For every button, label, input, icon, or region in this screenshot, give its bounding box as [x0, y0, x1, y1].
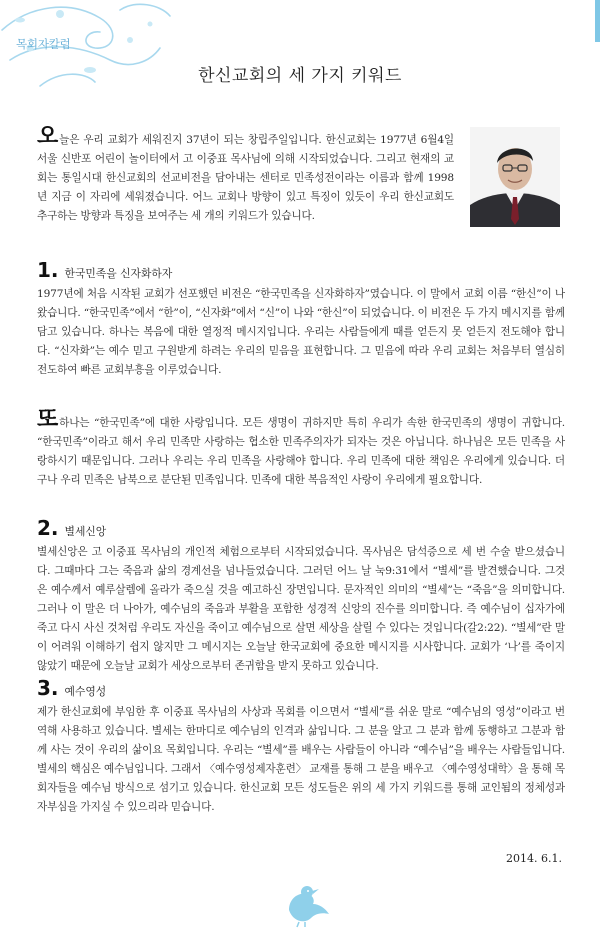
section-3-text: 제가 한신교회에 부임한 후 이중표 목사님의 사상과 목회를 이으면서 “별세”를 쉬운 말로 “예수님의 영성”이라고 번역해 사용하고 있습니다. 별세는 한마디로 예수님의 인격과 삶입니다. 그 분을 알고 그 분과 함께 동행하고 그분과 함께 사는 것이 우리의 삶이요 목회입니다. 우리는 “별세”를 배우는 사람들이 아니라 “예수님”을 배우는 사람들입니다. 별세의 핵심은 예수님입니다. 그래서 〈예수영성제자훈련〉 교재를 통해 그 분을 배우고 〈예수영성대학〉을 통해 목회자들을 예수님 방식으로 섬기고 있습니다. 한신교회 모든 성도들은 위의 세 가지 키워드를 통해 교인됨의 정체성과 자부심을 가지실 수 있으리라 믿습니다. — [37, 706, 565, 813]
section-2-header — [37, 516, 106, 540]
ddo-drop-cap: 또 — [37, 407, 59, 432]
ddo-text: 하나는 “한국민족”에 대한 사랑입니다. 모든 생명이 귀하지만 특히 우리가 속한 한국민족의 생명이 귀합니다. “한국민족”이라고 해서 우리 민족만 사랑하는 협소한 민족주의자가 되자는 것은 아닙니다. 하나님은 모든 민족을 사랑하시기 때문입니다. 그러나 우리는 우리 민족을 사랑해야 합니다. 우리 민족에 대한 책임은 우리에게 있습니다. 더구나 우리 민족은 남북으로 분단된 민족입니다. 민족에 대한 복음적인 사랑이 우리에게 필요합니다. — [37, 417, 565, 486]
section-3-heading: 예수영성 — [64, 685, 107, 698]
section-1-header — [37, 258, 172, 282]
section-2-text: 별세신앙은 고 이중표 목사님의 개인적 체험으로부터 시작되었습니다. 목사님은 담석증으로 세 번 수술 받으셨습니다. 그때마다 그는 죽음과 삶의 경계선을 넘나들었습니다. 그러던 어느 날 눅9:31에서 “별세”를 발견했습니다. 그것은 예수께서 예루살렘에 올라가 죽으실 것을 예고하신 장면입니다. 문자적인 의미의 “별세”는 “죽음”을 의미합니다. 그러나 이 말은 더 나아가, 예수님의 죽음과 부활을 포함한 성경적 신앙의 진수를 의미합니다. 즉 예수님이 십자가에 죽고 다시 사신 것처럼 우리도 자신을 죽이고 예수님으로 살면 세상을 살릴 수 있다는 것입니다(갈2:22). “별세”란 말이 어려워 이해하기 쉽지 않지만 그 메시지는 오늘날 한국교회에 중요한 메시지를 시사합니다. 교회가 ‘나’를 죽이지 않았기 때문에 오늘날 교회가 세상으로부터 존귀함을 받지 못하고 있습니다. — [37, 546, 565, 672]
column-tag: 목회자칼럼 — [16, 37, 71, 51]
column-date: 2014. 6.1. — [506, 852, 562, 865]
section-3-header — [37, 676, 106, 700]
section-1-heading: 한국민족을 신자화하자 — [64, 267, 173, 280]
page-edge-bar — [595, 0, 600, 42]
intro-text: 늘은 우리 교회가 세워진지 37년이 되는 창립주일입니다. 한신교회는 1977년 6월4일 서울 신반포 어린이 놀이터에서 고 이중표 목사님에 의해 시작되었습니다. 그리고 현재의 교회는 통일시대 한신교회의 선교비전을 담아내는 센터로 민족성전이라는 이름과 함께 1998년 지금 이 자리에 세워졌습니다. 어느 교회나 방향이 있고 특징이 있듯이 우리 한신교회도 추구하는 방향과 특징을 보여주는 세 개의 키워드가 있습니다. — [37, 134, 454, 222]
intro-drop-cap: 오 — [37, 124, 59, 149]
pastor-portrait-image — [470, 127, 560, 227]
page-title: 한신교회의 세 가지 키워드 — [198, 66, 402, 86]
section-2-heading: 별세신앙 — [64, 525, 107, 538]
pastor-photo — [470, 127, 560, 227]
intro-paragraph — [37, 124, 454, 226]
section-2-number: 2. — [37, 516, 59, 540]
section-1-number: 1. — [37, 258, 59, 282]
section-3-number: 3. — [37, 676, 59, 700]
section-1-text: 1977년에 처음 시작된 교회가 선포했던 비전은 “한국민족을 신자화하자”였습니다. 이 말에서 교회 이름 “한신”이 나왔습니다. “한국민족”에서 “한”이, “신자화”에서 “신”이 나와 “한신”이 되었습니다. 이 비전은 두 가지 메시지를 함께 담고 있습니다. 하나는 복음에 대한 열정적 메시지입니다. 우리는 사람들에게 때를 얻든지 못 얻든지 전도해야 합니다. “신자화”는 예수 믿고 구원받게 하려는 우리의 믿음을 표현합니다. 그 믿음에 따라 우리 교회는 처음부터 열심히 전도하여 빠른 교회부흥을 이루었습니다. — [37, 288, 565, 376]
bird-icon — [275, 880, 331, 928]
ddo-paragraph — [37, 407, 565, 490]
